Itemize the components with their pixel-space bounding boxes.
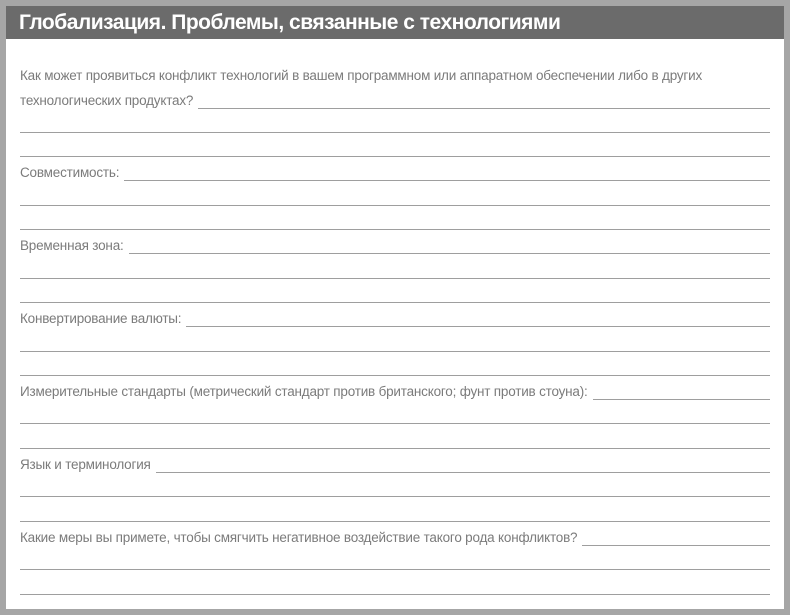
answer-line bbox=[20, 521, 770, 522]
answer-line bbox=[20, 205, 770, 206]
answer-line bbox=[20, 448, 770, 449]
answer-line bbox=[593, 399, 770, 400]
blank-row bbox=[20, 279, 770, 303]
page-title: Глобализация. Проблемы, связанные с технологиями bbox=[19, 10, 561, 34]
label-row bbox=[20, 157, 770, 181]
section-compatibility bbox=[20, 157, 770, 230]
field-label-time-zone: Временная зона: bbox=[20, 238, 124, 254]
section-mitigation bbox=[20, 522, 770, 595]
label-row bbox=[20, 449, 770, 473]
field-label-compatibility: Совместимость: bbox=[20, 165, 120, 181]
section-measurement-standards bbox=[20, 376, 770, 449]
field-label-currency-conversion: Конвертирование валюты: bbox=[20, 311, 182, 327]
answer-line bbox=[20, 496, 770, 497]
answer-line bbox=[20, 594, 770, 595]
question-text-mitigation: Какие меры вы примете, чтобы смягчить негативное воздействие такого рода конфликтов? bbox=[20, 529, 578, 545]
blank-row bbox=[20, 327, 770, 351]
question-text-line2: технологических продуктах? bbox=[20, 92, 194, 108]
answer-line bbox=[129, 253, 770, 254]
answer-line bbox=[156, 472, 770, 473]
answer-line bbox=[20, 156, 770, 157]
worksheet-page bbox=[6, 6, 784, 609]
label-row bbox=[20, 303, 770, 327]
blank-row bbox=[20, 497, 770, 521]
worksheet-body bbox=[6, 39, 784, 595]
answer-line bbox=[582, 545, 770, 546]
answer-line bbox=[20, 229, 770, 230]
field-label-language-terminology: Язык и терминология bbox=[20, 457, 151, 473]
answer-line bbox=[20, 302, 770, 303]
blank-row bbox=[20, 570, 770, 594]
answer-line bbox=[186, 326, 770, 327]
blank-row bbox=[20, 473, 770, 497]
answer-line bbox=[20, 423, 770, 424]
blank-row bbox=[20, 206, 770, 230]
answer-line bbox=[20, 569, 770, 570]
section-header-bar bbox=[6, 6, 784, 39]
blank-row bbox=[20, 424, 770, 448]
field-label-measurement-standards: Измерительные стандарты (метрический стандарт против британского; фунт против стоуна): bbox=[20, 384, 588, 400]
blank-row bbox=[20, 352, 770, 376]
blank-row bbox=[20, 109, 770, 133]
answer-line bbox=[20, 375, 770, 376]
answer-line bbox=[20, 351, 770, 352]
section-time-zone bbox=[20, 230, 770, 303]
blank-row bbox=[20, 181, 770, 205]
blank-row bbox=[20, 254, 770, 278]
section-tech-conflict bbox=[20, 60, 770, 157]
label-row bbox=[20, 230, 770, 254]
question-row-line2 bbox=[20, 84, 770, 108]
answer-line bbox=[20, 278, 770, 279]
question-text-line1: Как может проявиться конфликт технологий в вашем программном или аппаратном обеспечении либо в других bbox=[20, 68, 703, 84]
answer-line bbox=[124, 180, 770, 181]
question-row-line1 bbox=[20, 60, 770, 84]
section-currency-conversion bbox=[20, 303, 770, 376]
section-language-terminology bbox=[20, 449, 770, 522]
answer-line bbox=[20, 132, 770, 133]
blank-row bbox=[20, 546, 770, 570]
blank-row bbox=[20, 400, 770, 424]
answer-line bbox=[198, 108, 770, 109]
blank-row bbox=[20, 133, 770, 157]
question-row bbox=[20, 522, 770, 546]
label-row bbox=[20, 376, 770, 400]
